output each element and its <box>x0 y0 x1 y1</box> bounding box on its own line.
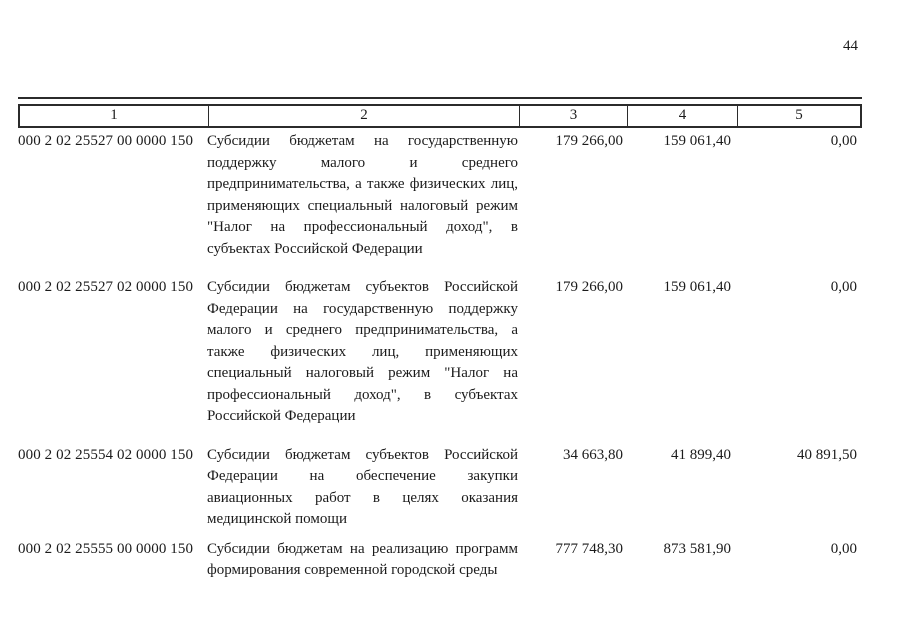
amount-cell-col5: 0,00 <box>830 133 857 149</box>
amount-cell-col5: 40 891,50 <box>797 446 857 463</box>
amount-cell-col3: 179 266,00 <box>555 133 623 149</box>
amount-cell-col4: 873 581,90 <box>663 540 731 557</box>
table-row <box>18 277 862 428</box>
page-number: 44 <box>843 38 858 54</box>
table-body <box>18 131 862 582</box>
table-row <box>18 445 862 531</box>
amount-cell-col5: 0,00 <box>830 540 857 557</box>
amount-cell-col4: 41 899,40 <box>671 446 731 463</box>
budget-code-cell: 000 2 02 25527 00 0000 150 <box>18 133 194 149</box>
table-header-row <box>18 104 862 128</box>
header-cell-4: 4 <box>628 106 738 126</box>
amount-cell-col3: 179 266,00 <box>555 279 623 295</box>
amount-cell-col3: 777 748,30 <box>555 540 623 557</box>
table-row <box>18 539 862 582</box>
description-cell: Субсидии бюджетам на реализацию программ формирования современной городской среды <box>207 540 518 578</box>
budget-code-cell: 000 2 02 25554 02 0000 150 <box>18 446 194 463</box>
description-cell: Субсидии бюджетам субъектов Российской Федерации на обеспечение закупки авиационных работ в целях оказания медицинской помощи <box>207 446 518 527</box>
header-cell-1: 1 <box>20 106 209 126</box>
header-cell-5: 5 <box>795 107 803 123</box>
amount-cell-col3: 34 663,80 <box>563 446 623 463</box>
header-cell-2: 2 <box>209 106 520 126</box>
amount-cell-col4: 159 061,40 <box>663 279 731 295</box>
description-cell: Субсидии бюджетам субъектов Российской Федерации на государственную поддержку малого и среднего предпринимательства, а также физических лиц, применяющих специальный налоговый режим "Налог на профессиональный доход", в субъектах Российской Федерации <box>207 279 518 424</box>
amount-cell-col4: 159 061,40 <box>663 133 731 149</box>
table-row <box>18 131 862 260</box>
budget-code-cell: 000 2 02 25527 02 0000 150 <box>18 279 194 295</box>
description-cell: Субсидии бюджетам на государственную поддержку малого и среднего предпринимательства, а также физических лиц, применяющих специальный налоговый режим "Налог на профессиональный доход", в субъектах Российской Федерации <box>207 133 518 257</box>
budget-table <box>18 97 862 582</box>
amount-cell-col5: 0,00 <box>830 279 857 295</box>
table-top-rule <box>18 97 862 99</box>
header-cell-3: 3 <box>520 106 628 126</box>
budget-code-cell: 000 2 02 25555 00 0000 150 <box>18 540 194 557</box>
